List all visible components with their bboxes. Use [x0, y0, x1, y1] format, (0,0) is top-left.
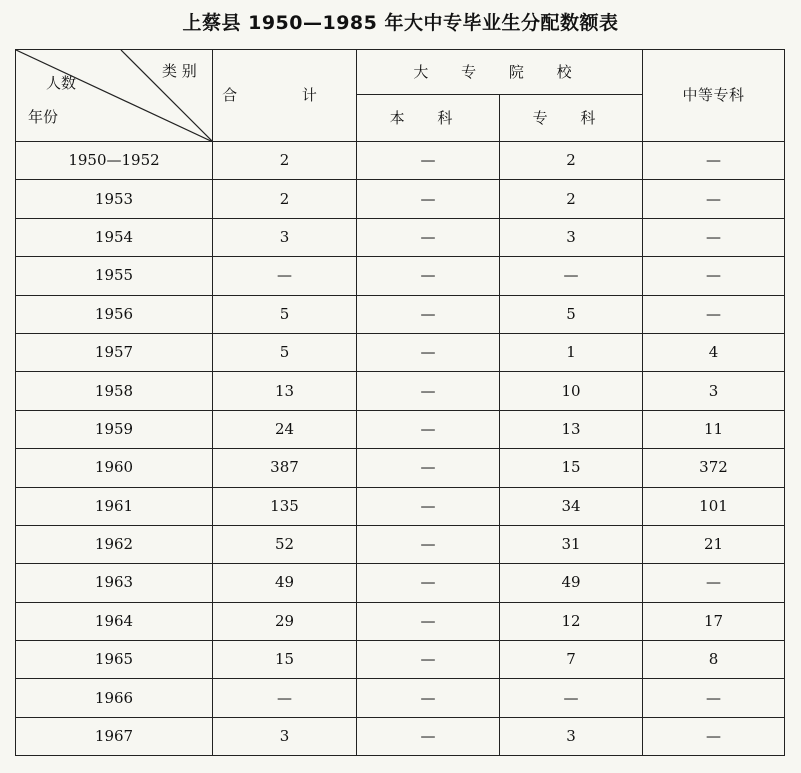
year-cell: 1960 [16, 449, 213, 487]
year-cell: 1963 [16, 564, 213, 602]
corner-header-cell [16, 50, 213, 142]
undergrad-cell: — [357, 449, 500, 487]
undergrad-cell: — [357, 679, 500, 717]
table-row [16, 602, 785, 640]
junior-college-cell: 12 [500, 602, 643, 640]
junior-college-cell: 15 [500, 449, 643, 487]
total-cell: 2 [213, 142, 357, 180]
undergrad-cell: — [357, 602, 500, 640]
header-row-1 [16, 50, 785, 95]
undergrad-cell: — [357, 180, 500, 218]
undergrad-cell: — [357, 218, 500, 256]
table-row [16, 142, 785, 180]
year-cell: 1966 [16, 679, 213, 717]
year-cell: 1956 [16, 295, 213, 333]
year-cell: 1964 [16, 602, 213, 640]
total-cell: — [213, 679, 357, 717]
secondary-cell: 4 [643, 333, 785, 371]
undergrad-cell: — [357, 333, 500, 371]
table-row [16, 564, 785, 602]
undergrad-cell: — [357, 257, 500, 295]
corner-count-label: 人数 [46, 74, 77, 92]
secondary-cell: 21 [643, 525, 785, 563]
table-row [16, 679, 785, 717]
secondary-cell: 8 [643, 641, 785, 679]
table-row [16, 717, 785, 755]
secondary-cell: 11 [643, 410, 785, 448]
table-row [16, 525, 785, 563]
table-row [16, 218, 785, 256]
undergrad-cell: — [357, 641, 500, 679]
junior-college-cell: — [500, 679, 643, 717]
table-row [16, 372, 785, 410]
total-cell: 3 [213, 717, 357, 755]
secondary-cell: — [643, 257, 785, 295]
total-cell: — [213, 257, 357, 295]
junior-college-cell: 49 [500, 564, 643, 602]
junior-college-cell: 7 [500, 641, 643, 679]
total-cell: 52 [213, 525, 357, 563]
table-row [16, 257, 785, 295]
junior-college-cell: 5 [500, 295, 643, 333]
secondary-header: 中等专科 [643, 50, 785, 142]
undergrad-cell: — [357, 372, 500, 410]
year-cell: 1955 [16, 257, 213, 295]
total-cell: 5 [213, 295, 357, 333]
junior-college-cell: 13 [500, 410, 643, 448]
secondary-cell: 101 [643, 487, 785, 525]
junior-college-cell: 3 [500, 218, 643, 256]
year-cell: 1958 [16, 372, 213, 410]
undergrad-header: 本 科 [357, 95, 500, 142]
table-row [16, 410, 785, 448]
total-cell: 29 [213, 602, 357, 640]
undergrad-cell: — [357, 295, 500, 333]
undergrad-cell: — [357, 142, 500, 180]
undergrad-cell: — [357, 717, 500, 755]
year-cell: 1954 [16, 218, 213, 256]
total-cell: 49 [213, 564, 357, 602]
junior-college-cell: 3 [500, 717, 643, 755]
year-cell: 1967 [16, 717, 213, 755]
total-header: 合 计 [213, 50, 357, 142]
total-cell: 3 [213, 218, 357, 256]
year-cell: 1950—1952 [16, 142, 213, 180]
secondary-cell: 17 [643, 602, 785, 640]
junior-college-cell: — [500, 257, 643, 295]
table-row [16, 641, 785, 679]
college-group-header: 大 专 院 校 [357, 50, 643, 95]
junior-college-cell: 1 [500, 333, 643, 371]
corner-year-label: 年份 [28, 108, 59, 126]
table-row [16, 487, 785, 525]
junior-college-header: 专 科 [500, 95, 643, 142]
total-cell: 13 [213, 372, 357, 410]
secondary-cell: — [643, 679, 785, 717]
total-cell: 2 [213, 180, 357, 218]
table-row [16, 295, 785, 333]
secondary-cell: — [643, 295, 785, 333]
undergrad-cell: — [357, 525, 500, 563]
table-row [16, 449, 785, 487]
allocation-table [15, 49, 785, 756]
secondary-cell: — [643, 142, 785, 180]
year-cell: 1953 [16, 180, 213, 218]
page-title: 上蔡县 1950—1985 年大中专毕业生分配数额表 [182, 12, 619, 34]
total-cell: 387 [213, 449, 357, 487]
table-row [16, 180, 785, 218]
undergrad-cell: — [357, 487, 500, 525]
year-cell: 1962 [16, 525, 213, 563]
secondary-cell: — [643, 180, 785, 218]
secondary-cell: — [643, 717, 785, 755]
secondary-cell: 372 [643, 449, 785, 487]
junior-college-cell: 2 [500, 180, 643, 218]
total-cell: 24 [213, 410, 357, 448]
year-cell: 1961 [16, 487, 213, 525]
year-cell: 1957 [16, 333, 213, 371]
year-cell: 1965 [16, 641, 213, 679]
year-cell: 1959 [16, 410, 213, 448]
junior-college-cell: 34 [500, 487, 643, 525]
secondary-cell: — [643, 564, 785, 602]
junior-college-cell: 10 [500, 372, 643, 410]
junior-college-cell: 31 [500, 525, 643, 563]
undergrad-cell: — [357, 564, 500, 602]
corner-category-label: 类 别 [162, 62, 197, 80]
secondary-cell: — [643, 218, 785, 256]
total-cell: 5 [213, 333, 357, 371]
junior-college-cell: 2 [500, 142, 643, 180]
secondary-cell: 3 [643, 372, 785, 410]
table-row [16, 333, 785, 371]
total-cell: 135 [213, 487, 357, 525]
total-cell: 15 [213, 641, 357, 679]
undergrad-cell: — [357, 410, 500, 448]
